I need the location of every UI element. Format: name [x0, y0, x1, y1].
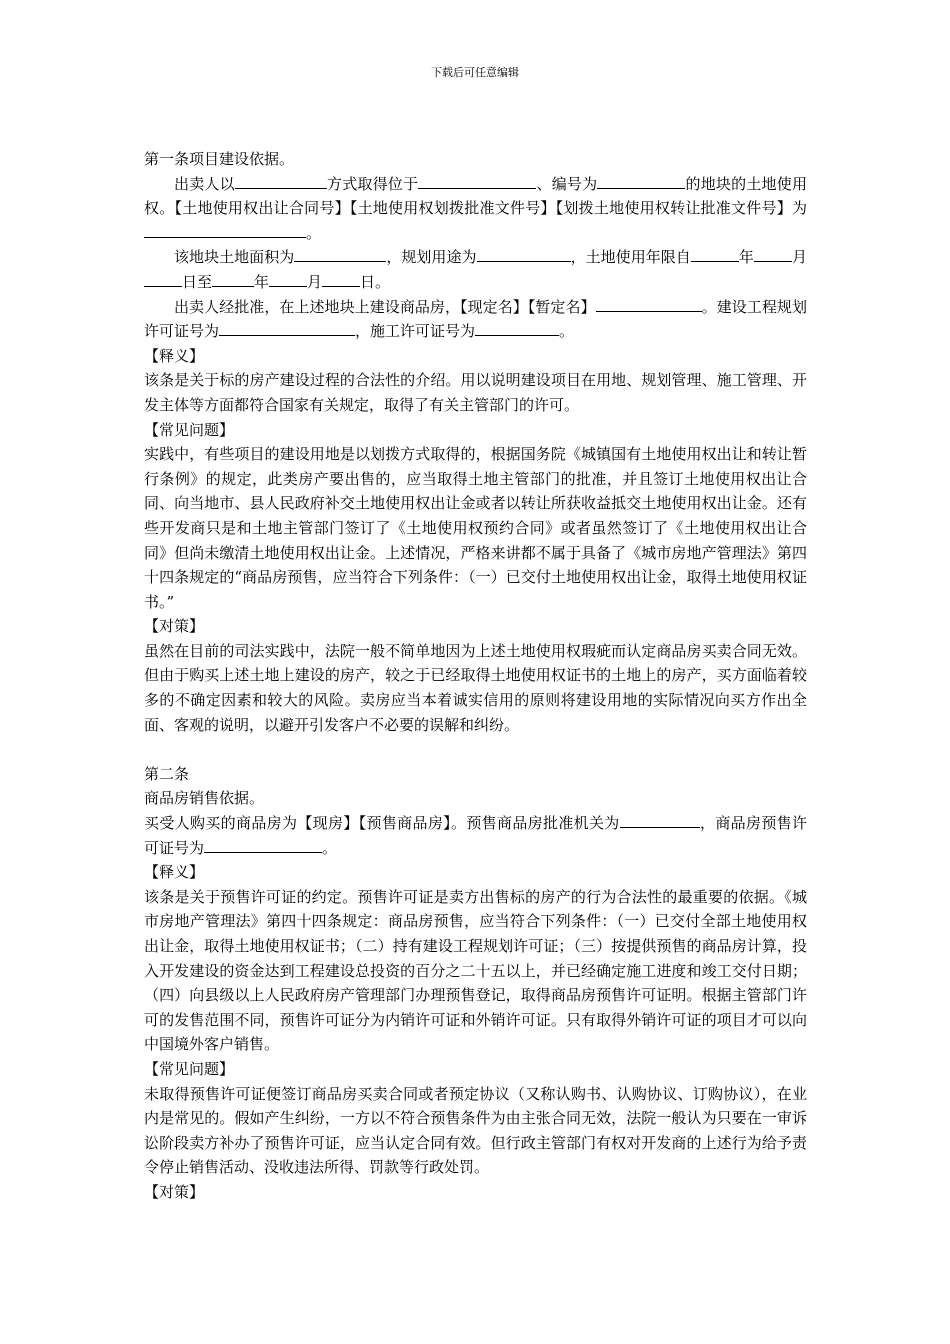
blank-end-month[interactable]: [269, 272, 307, 287]
blank-start-day[interactable]: [144, 272, 182, 287]
blank-land-use[interactable]: [477, 247, 571, 262]
article1-para3: 出卖人经批准，在上述地块上建设商品房，【现定名】【暂定名】 。建设工程规划许可证号为 ，施工许可证号为 。: [144, 297, 807, 341]
article1-explain-label: 【释义】: [144, 346, 205, 365]
blank-land-location[interactable]: [418, 174, 536, 189]
article1-para2: 该地块土地面积为 ，规划用途为 ，土地使用年限自 年 月日至 年 月 日。: [144, 245, 807, 294]
blank-land-number[interactable]: [597, 174, 685, 189]
article1-issues-label: 【常见问题】: [144, 420, 235, 439]
blank-project-name[interactable]: [596, 297, 702, 312]
blank-land-area[interactable]: [294, 247, 386, 262]
blank-end-year[interactable]: [212, 272, 254, 287]
blank-presale-permit[interactable]: [204, 838, 322, 853]
article2-explain-label: 【释义】: [144, 863, 205, 882]
blank-approval-authority[interactable]: [620, 813, 700, 828]
blank-start-month[interactable]: [754, 247, 792, 262]
article2-issues-label: 【常见问题】: [144, 1059, 235, 1078]
article1-title: 第一条项目建设依据。: [144, 150, 295, 168]
article1-para1: 出卖人以 方式取得位于 、编号为 的地块的土地使用权。【土地使用权出让合同号】【土地使用权划拨批准文件号】【划拨土地使用权转让批准文件号】为。: [144, 174, 807, 242]
article1-explain: 该条是关于标的房产建设过程的合法性的介绍。用以说明建设项目在用地、规划管理、施工管理、开发主体等方面都符合国家有关规定，取得了有关主管部门的许可。: [144, 371, 807, 414]
blank-end-day[interactable]: [322, 272, 360, 287]
article2-subtitle: 商品房销售依据。: [144, 789, 265, 808]
article2-measures-label: 【对策】: [144, 1182, 205, 1201]
article2-explain: 该条是关于预售许可证的约定。预售许可证是卖方出售标的房产的行为合法性的最重要的依据。《城市房地产管理法》第四十四条规定：商品房预售，应当符合下列条件：（一）已交付全部土地使用权出让金，取得土地使用权证书；（二）持有建设工程规划许可证；（三）按提供预售的商品房计算，投入开发建设的资金达到工程建设总投资的百分之二十五以上，并已经确定施工进度和竣工交付日期；（四）向县级以上人民政府房产管理部门办理预售登记，取得商品房预售许可证明。根据主管部门许可的发售范围不同，预售许可证分为内销许可证和外销许可证。只有取得外销许可证的项目才可以向中国境外客户销售。: [144, 887, 807, 1054]
page-header: 下载后可任意编辑: [431, 66, 519, 79]
blank-land-method[interactable]: [235, 174, 327, 189]
article1-issues: 实践中，有些项目的建设用地是以划拨方式取得的，根据国务院《城镇国有土地使用权出让和转让暂行条例》的规定，此类房产要出售的，应当取得土地主管部门的批准，并且签订土地使用权出让合同、向当地市、县人民政府补交土地使用权出让金或者以转让所获收益抵交土地使用权出让金。还有些开发商只是和土地主管部门签订了《土地使用权预约合同》或者虽然签订了《土地使用权出让合同》但尚未缴清土地使用权出让金。上述情况，严格来讲都不属于具备了《城市房地产管理法》第四十四条规定的“商品房预售，应当符合下列条件：（一）已交付土地使用权出让金，取得土地使用权证书。”: [144, 445, 807, 611]
article1-measures: 虽然在目前的司法实践中，法院一般不简单地因为上述土地使用权瑕疵而认定商品房买卖合同无效。但由于购买上述土地上建设的房产，较之于已经取得土地使用权证书的土地上的房产，买方面临着较多的不确定因素和较大的风险。卖房应当本着诚实信用的原则将建设用地的实际情况向买方作出全面、客观的说明，以避开引发客户不必要的误解和纠纷。: [144, 641, 807, 734]
article2-title: 第二条: [144, 764, 190, 783]
blank-contract-number[interactable]: [144, 223, 306, 238]
section-gap: [144, 737, 807, 762]
blank-construction-permit[interactable]: [475, 321, 559, 336]
blank-start-year[interactable]: [691, 247, 739, 262]
document-body: [144, 147, 807, 1205]
article2-issues: 未取得预售许可证便签订商品房买卖合同或者预定协议（又称认购书、认购协议、订购协议），在业内是常见的。假如产生纠纷，一方以不符合预售条件为由主张合同无效，法院一般认为只要在一审诉讼阶段卖方补办了预售许可证，应当认定合同有效。但行政主管部门有权对开发商的上述行为给予责令停止销售活动、没收违法所得、罚款等行政处罚。: [144, 1084, 807, 1177]
blank-planning-permit[interactable]: [219, 321, 355, 336]
article2-para1: 买受人购买的商品房为【现房】【预售商品房】。预售商品房批准机关为 ，商品房预售许可证号为 。: [144, 814, 807, 857]
article1-measures-label: 【对策】: [144, 617, 205, 636]
